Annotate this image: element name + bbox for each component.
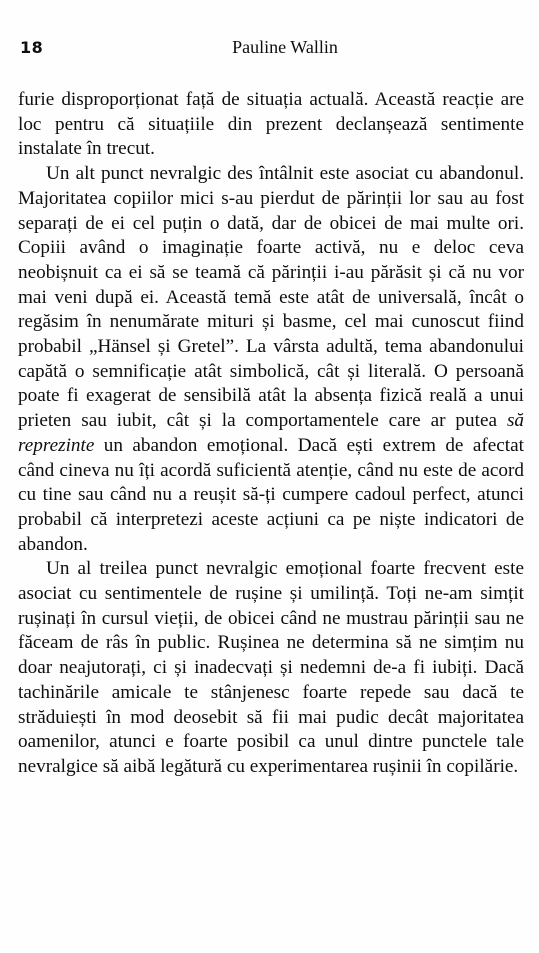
page-number: 18 — [20, 38, 44, 57]
paragraph-continuation: furie disproporționat față de situația actuală. Această reacție are loc pentru că situațiile din prezent declanșează sentimente instalate în trecut. — [18, 89, 524, 160]
running-head-author: Pauline Wallin — [232, 37, 338, 57]
body-text — [18, 88, 524, 780]
paragraph-abandon-text-end: un abandon emoțional. Dacă ești extrem de afectat când cineva nu îți acordă suficientă atenție, când nu este de acord cu tine sau când nu a reușit să-ți cumpere cadoul perfect, atunci probabil că interpretezi aceste acțiuni ca pe niște indicatori de abandon. — [18, 434, 524, 555]
paragraph-abandon-text-start: Un alt punct nevralgic des întâlnit este asociat cu abandonul. Majoritatea copiilor mici s-au pierdut de părinții lor sau au fost separați de ei cel puțin o dată, dar de obicei de mai multe ori. Copiii având o imaginație foarte activă, nu e deloc ceva neobișnuit ca ei să se teamă că părinții i-au părăsit și că nu vor mai veni după ei. Această temă este atât de universală, încât o regăsim în nenumărate mituri și basme, cel mai cunoscut fiind probabil „Hänsel și Gretel”. La vârsta adultă, tema abandonului capătă o semnificație atât simbolică, cât și literală. O persoană poate fi exagerat de sensibilă atât la absența fizică reală a unui prieten sau iubit, cât și la comportamentele care ar putea — [18, 163, 524, 432]
paragraph-abandon — [18, 162, 524, 557]
page-header — [0, 34, 539, 64]
paragraph-shame: Un al treilea punct nevralgic emoțional foarte frecvent este asociat cu sentimentele de rușine și umilință. Toți ne-am simțit rușinați în cursul vieții, de obicei când ne mustrau părinții sau ne făceam de râs în public. Rușinea ne determina să ne simțim nu doar neajutorați, ci și inadecvați și nedemni de-a fi iubiți. Dacă tachinările amicale te stânjenesc foarte repede sau dacă te străduiești în mod deosebit să fii mai pudic decât majoritatea oamenilor, atunci e foarte posibil ca unul dintre punctele tale nevralgice să aibă legătură cu experimentarea rușinii în copilărie. — [18, 558, 524, 777]
emphasized-phrase: să reprezinte — [18, 410, 524, 456]
